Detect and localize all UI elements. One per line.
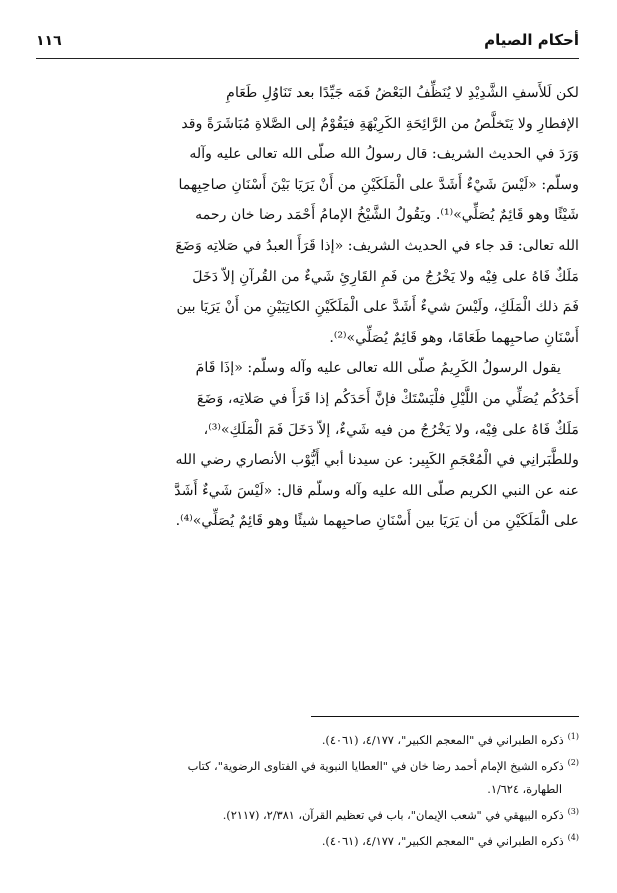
text-line: لكن لَلأَسفِ الشَّدِيْدِ لا يُنَظِّفُ البَعْضُ فَمَه جَيِّدًا بعد تَنَاوُلِ طَعَامِ bbox=[226, 85, 579, 101]
main-text bbox=[36, 78, 579, 537]
footnote-number: (4) bbox=[567, 833, 579, 843]
footnote-3 bbox=[36, 801, 579, 827]
text-line: عنه عن النبي الكريم صلّى الله عليه وآله وسلّم قال: «لَيْسَ شَيءٌ أَشَدَّ bbox=[174, 482, 579, 499]
footnote-number: (2) bbox=[567, 758, 579, 768]
footnote-text: ذكره الطبراني في "المعجم الكبير"، ٤/١٧٧، (٤٠٦١). bbox=[321, 835, 564, 849]
text-line: الإفطارِ ولا يَتَخلَّصُ من الرَّائِحَةِ الكَرِيْهَةِ فيَقُوْمُ إلى الصَّلاةِ مُبَاشَرَةً وقد bbox=[181, 115, 579, 132]
text-line: شَيْئًا وهو قَائِمٌ يُصَلِّي»⁽¹⁾. ويَقُولُ الشَّيْخُ الإمامُ أَحْمَد رضا خان رحمه bbox=[195, 207, 579, 224]
text-line: مَلَكٌ فَاهُ على فِيْه ولا يَخْرُجُ من فَمِ القَارِئِ شَيءٌ من القُرآنِ إلاّ دَخَلَ bbox=[192, 268, 579, 285]
footnote-2-continuation: الطهارة، ١/٦٢٤. bbox=[487, 782, 562, 796]
text-line: وَرَدَ في الحديث الشريف: قال رسولُ الله صلّى الله تعالى عليه وآله bbox=[189, 146, 579, 163]
text-line: فَمَ ذلك الْمَلَكِ، ولَيْسَ شيءٌ أَشَدَّ على الْمَلَكَيْنِ الكاتِبَيْنِ من أَنْ يَرَيَا بين bbox=[176, 299, 579, 316]
text-line: وسلّم: «لَيْسَ شَيْءٌ أَشَدَّ على الْمَلَكَيْنِ من أَنْ يَرَيَا بَيْنَ أَسْنَانِ صاحِبِهما bbox=[178, 176, 579, 193]
footnote-1 bbox=[36, 726, 579, 752]
text-line: أَحَدُكُم يُصَلِّي من اللَّيْلِ فلْيَسْتَكْ فإنَّ أَحَدَكُم إذا قَرَأَ في صَلاتِه، وَضَعَ bbox=[196, 390, 579, 407]
page-number: ١١٦ bbox=[36, 33, 62, 49]
footnote-divider bbox=[311, 716, 579, 717]
footnote-text: ذكره الشيخ الإمام أحمد رضا خان في "العطايا النبوية في الفتاوى الرضوية"، كتاب bbox=[187, 760, 564, 774]
footnote-2 bbox=[36, 752, 579, 778]
footnote-number: (1) bbox=[567, 732, 579, 741]
text-line: وللطَّبَرانِي في الْمُعْجَمِ الكَبِير: عن سيدنا أبي أَيُّوْب الأنصاري رضي الله bbox=[175, 452, 579, 469]
footnote-4 bbox=[36, 827, 579, 853]
footnotes bbox=[36, 726, 579, 854]
text-line: أَسْنَانِ صاحبِهما طَعَامًا، وهو قَائِمٌ يُصَلِّي»⁽²⁾. bbox=[329, 329, 579, 346]
text-line: الله تعالى: قد جاء في الحديث الشريف: «إذا قَرَأَ العبدُ في صَلاتِه وَضَعَ bbox=[175, 237, 579, 254]
footnote-number: (3) bbox=[567, 807, 579, 817]
footnote-text: ذكره البيهقي في "شعب الإيمان"، باب في تعظيم القرآن، ٢/٣٨١، (٢١١٧). bbox=[222, 808, 564, 822]
text-line: مَلَكٌ فَاهُ على فِيْه، ولا يَخْرُجُ من فيه شَيءٌ، إلاّ دَخَلَ فَمَ الْمَلَكِ»⁽³⁾، bbox=[203, 421, 579, 438]
paragraph-1 bbox=[36, 78, 579, 353]
text-line: يقول الرسولُ الكَرِيمُ صلّى الله تعالى عليه وآله وسلّم: «إذَا قَامَ bbox=[195, 360, 561, 377]
paragraph-2 bbox=[36, 353, 579, 537]
page-header bbox=[36, 28, 579, 59]
footnote-text: ذكره الطبراني في "المعجم الكبير"، ٤/١٧٧، (٤٠٦١). bbox=[321, 733, 564, 747]
text-line: على الْمَلَكَيْنِ من أن يَرَيَا بين أَسْنَانِ صاحبِهما شيئًا وهو قَائِمٌ يُصَلِّي»⁽⁴⁾. bbox=[175, 513, 579, 530]
running-title: أحكام الصيام bbox=[484, 31, 579, 49]
